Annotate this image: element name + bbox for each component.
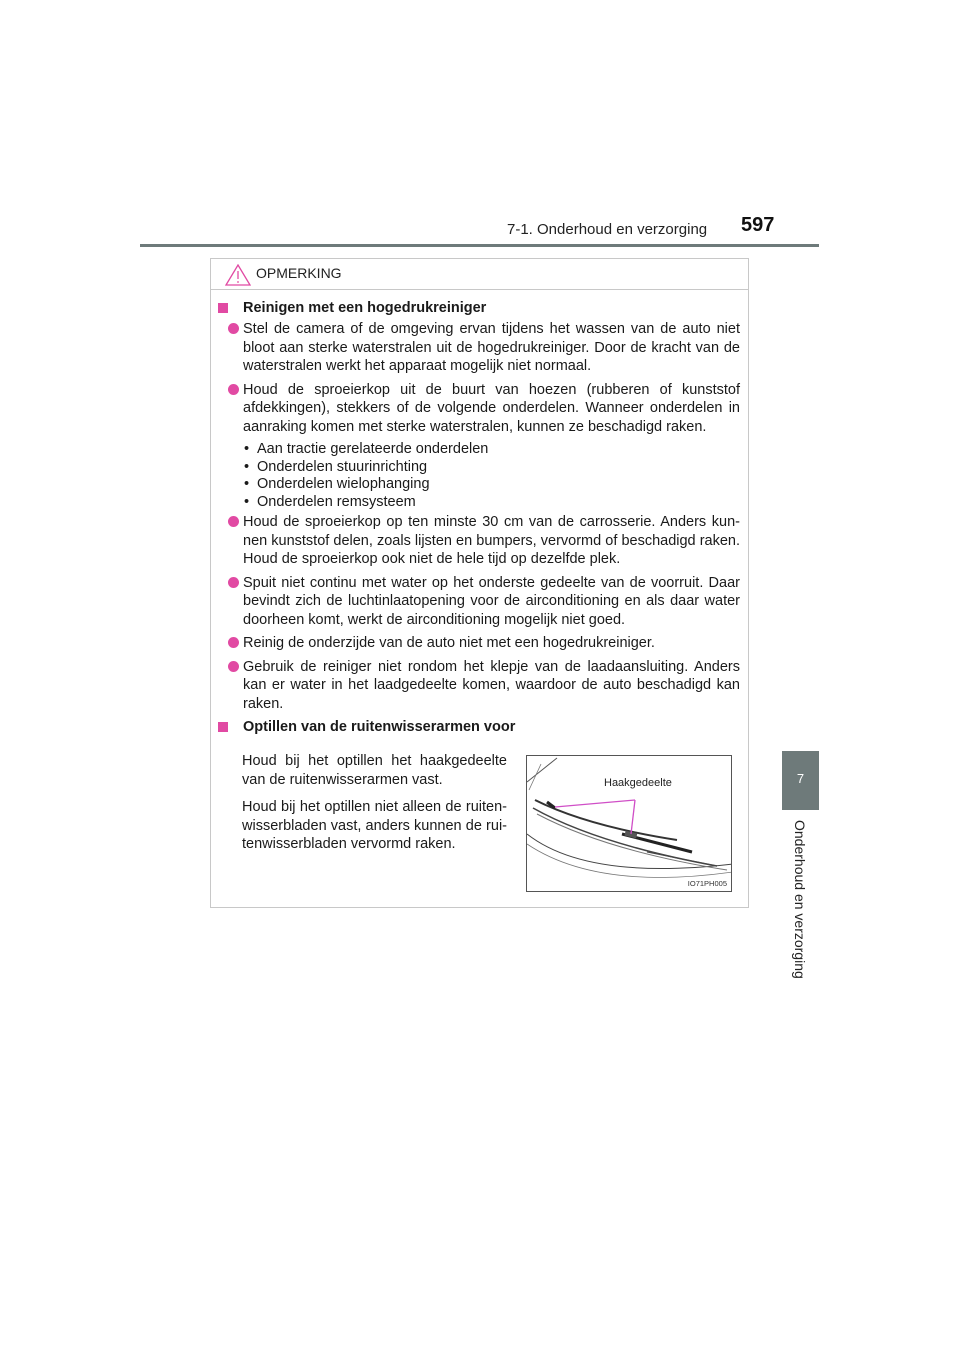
wiper-figure [526,755,732,892]
figure-label: Haakgedeelte [604,777,672,789]
notice-title: OPMERKING [256,265,342,281]
section-title: 7-1. Onderhoud en verzorging [507,221,708,238]
paragraph: Houd bij het optillen niet alleen de ruiten-wisserbladen vast, anders kunnen de rui-tenwisserbladen vervormd raken. [242,799,507,852]
warning-icon [225,264,251,286]
list-item: Houd de sproeierkop op ten minste 30 cm van de carrosserie. Anders kun-nen kunststof delen, zoals lijsten en bumpers, vervormd of beschadigd raken. Houd de sproeierkop ook niet de hele tijd op dezelfde plek. [211,513,748,569]
list-item: Reinig de onderzijde van de auto niet met een hogedrukreiniger. [211,634,748,653]
list-item: Gebruik de reiniger niet rondom het klepje van de laadaansluiting. Anders kan er water in het laadgedeelte komen, waardoor de auto beschadigd kan raken. [211,658,748,714]
section-heading: Optillen van de ruitenwisserarmen voor [211,718,748,737]
sub-list-item: • Onderdelen wielophanging [211,476,748,494]
notice-box [210,258,749,908]
page-header [0,0,960,250]
section-heading: Reinigen met een hogedrukreiniger [211,299,748,318]
wiper-instructions [242,752,507,863]
list-item: Houd de sproeierkop uit de buurt van hoezen (rubberen of kunststof afdekkingen), stekkers of de volgende onderdelen. Wanneer onderdelen in aanraking komen met sterke waterstralen, kunnen ze beschadigd raken. [211,381,748,437]
list-item: Spuit niet continu met water op het onderste gedeelte van de voorruit. Daar bevindt zich de luchtinlaatopening voor de airconditioning en als daar water doorheen komt, werkt de airconditioning mogelijk niet goed. [211,574,748,630]
chapter-label: Onderhoud en verzorging [792,820,808,979]
figure-id: IO71PH005 [687,879,727,888]
chapter-number: 7 [796,771,805,786]
header-rule [140,244,819,247]
sub-list-item: • Onderdelen remsysteem [211,494,748,512]
paragraph: Houd bij het optillen het haakgedeelte van de ruitenwisserarmen vast. [242,753,507,788]
callout-line [555,800,635,807]
chapter-tab [782,751,819,810]
list-item: Stel de camera of de omgeving ervan tijdens het wassen van de auto niet bloot aan sterke waterstralen uit de hogedrukreiniger. Door de kracht van de waterstralen werkt het apparaat mogelijk niet normaal. [211,320,748,376]
page-number: 597 [741,214,775,236]
sub-list-item: • Aan tractie gerelateerde onderdelen [211,441,748,459]
sub-list-item: • Onderdelen stuurinrichting [211,459,748,477]
sub-list [211,441,748,511]
notice-header [211,259,748,290]
callout-line [631,800,635,834]
notice-content [211,299,748,739]
